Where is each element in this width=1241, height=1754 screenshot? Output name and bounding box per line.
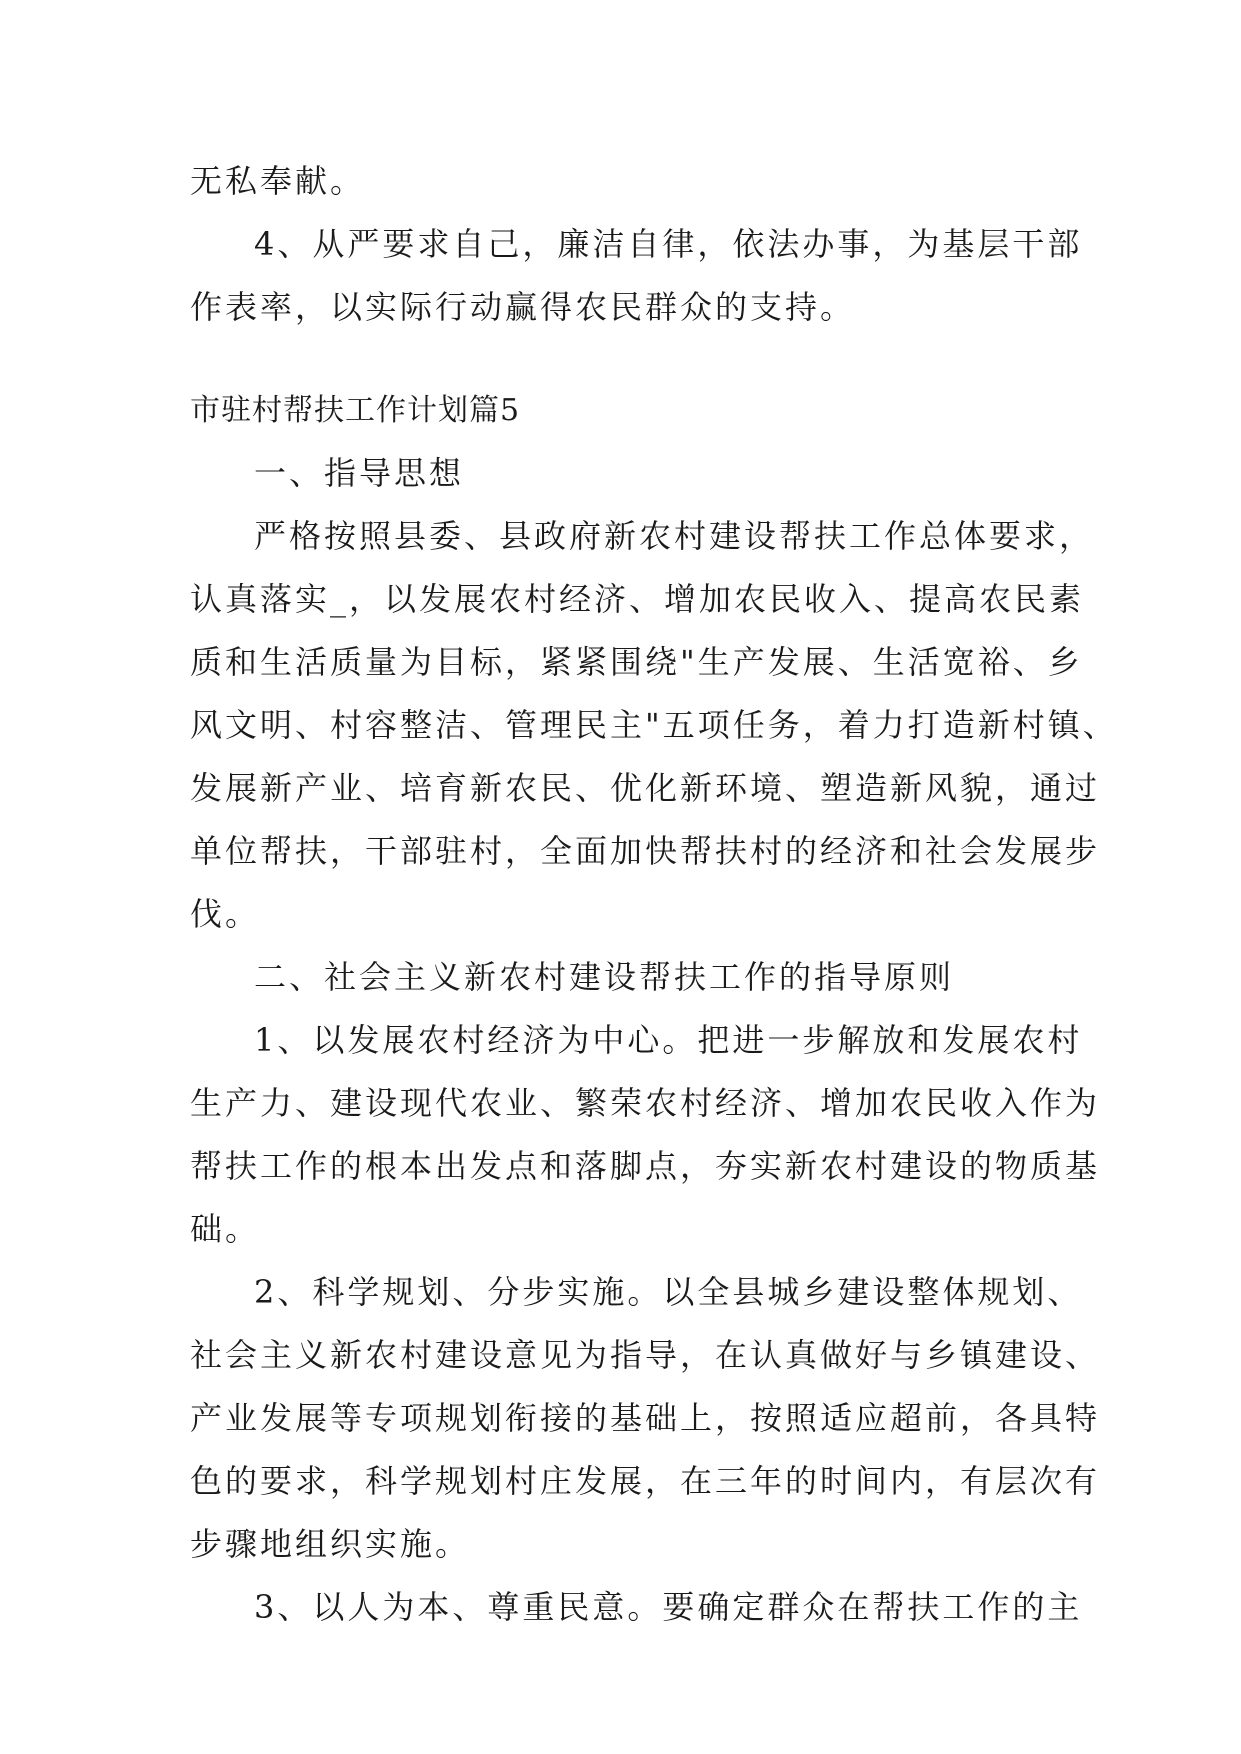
document-body: [190, 150, 1118, 1639]
text-line: 4、从严要求自己，廉洁自律，依法办事，为基层干部: [254, 225, 1083, 263]
text-line: 伐。: [190, 895, 261, 933]
paragraph-gap: [190, 339, 1050, 379]
text-line: 单位帮扶，干部驻村，全面加快帮扶村的经济和社会发展步: [190, 832, 1101, 870]
text-line: 础。: [190, 1210, 261, 1248]
text-line: 一、指导思想: [254, 454, 465, 492]
text-line: 严格按照县委、县政府新农村建设帮扶工作总体要求，: [254, 517, 1095, 555]
text-line: 风文明、村容整洁、管理民主"五项任务，着力打造新村镇、: [190, 706, 1118, 744]
section-heading: 市驻村帮扶工作计划篇5: [190, 393, 521, 428]
text-line: 步骤地组织实施。: [190, 1525, 471, 1563]
text-line: 二、社会主义新农村建设帮扶工作的指导原则: [254, 958, 955, 996]
text-line: 帮扶工作的根本出发点和落脚点，夯实新农村建设的物质基: [190, 1147, 1101, 1185]
text-line: 社会主义新农村建设意见为指导，在认真做好与乡镇建设、: [190, 1336, 1101, 1374]
text-line: 2、科学规划、分步实施。以全县城乡建设整体规划、: [254, 1273, 1083, 1311]
text-line: 质和生活质量为目标，紧紧围绕"生产发展、生活宽裕、乡: [190, 643, 1083, 681]
text-line: 认真落实_，以发展农村经济、增加农民收入、提高农民素: [190, 580, 1085, 618]
text-line: 色的要求，科学规划村庄发展，在三年的时间内，有层次有: [190, 1462, 1101, 1500]
text-line: 1、以发展农村经济为中心。把进一步解放和发展农村: [254, 1021, 1083, 1059]
text-line: 作表率，以实际行动赢得农民群众的支持。: [190, 288, 856, 326]
text-line: 发展新产业、培育新农民、优化新环境、塑造新风貌，通过: [190, 769, 1101, 807]
text-line: 3、以人为本、尊重民意。要确定群众在帮扶工作的主: [254, 1588, 1083, 1626]
text-line: 生产力、建设现代农业、繁荣农村经济、增加农民收入作为: [190, 1084, 1101, 1122]
text-line: 产业发展等专项规划衔接的基础上，按照适应超前，各具特: [190, 1399, 1101, 1437]
text-line: 无私奉献。: [190, 162, 366, 200]
